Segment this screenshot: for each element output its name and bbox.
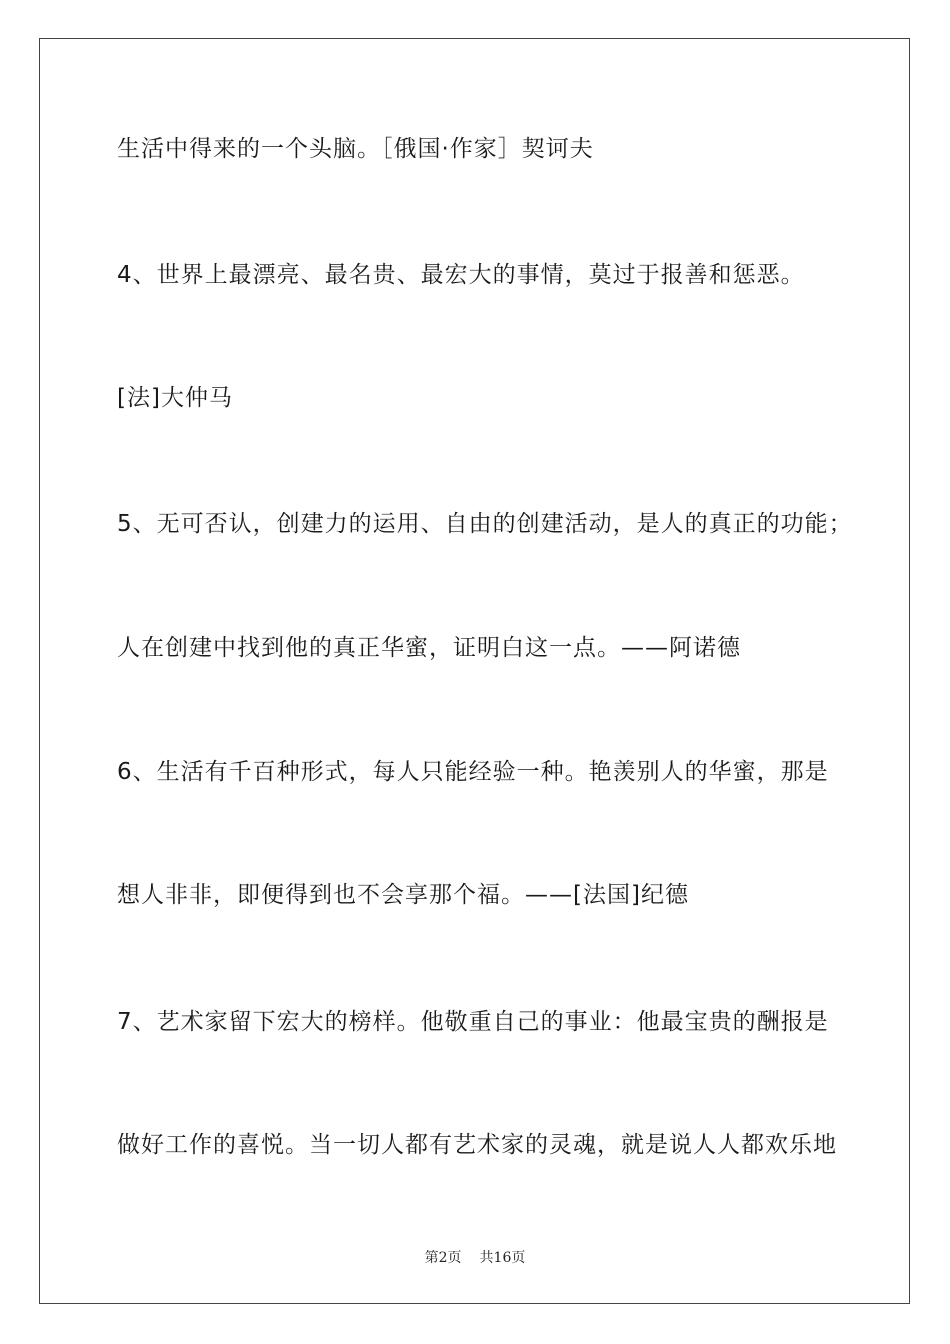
page-frame — [39, 38, 910, 1304]
page-total: 共16页 — [479, 1250, 526, 1266]
page-number: 第2页 — [424, 1250, 462, 1266]
text-line-9: 做好工作的喜悦。当一切人都有艺术家的灵魂，就是说人人都欢乐地 — [117, 1132, 837, 1158]
text-line-1: 生活中得来的一个头脑。［俄国·作家］契诃夫 — [117, 136, 594, 162]
text-line-7: 想人非非，即便得到也不会享那个福。——[法国]纪德 — [117, 882, 689, 908]
page-footer — [0, 1247, 950, 1267]
text-line-3: [法]大仲马 — [117, 385, 233, 411]
text-line-5: 人在创建中找到他的真正华蜜，证明白这一点。——阿诺德 — [117, 635, 741, 661]
text-line-6: 6、生活有千百种形式，每人只能经验一种。艳羡别人的华蜜，那是 — [117, 759, 829, 785]
text-line-8: 7、艺术家留下宏大的榜样。他敬重自己的事业：他最宝贵的酬报是 — [117, 1009, 829, 1035]
text-line-2: 4、世界上最漂亮、最名贵、最宏大的事情，莫过于报善和惩恶。 — [117, 262, 805, 288]
text-line-4: 5、无可否认，创建力的运用、自由的创建活动，是人的真正的功能； — [117, 511, 853, 537]
